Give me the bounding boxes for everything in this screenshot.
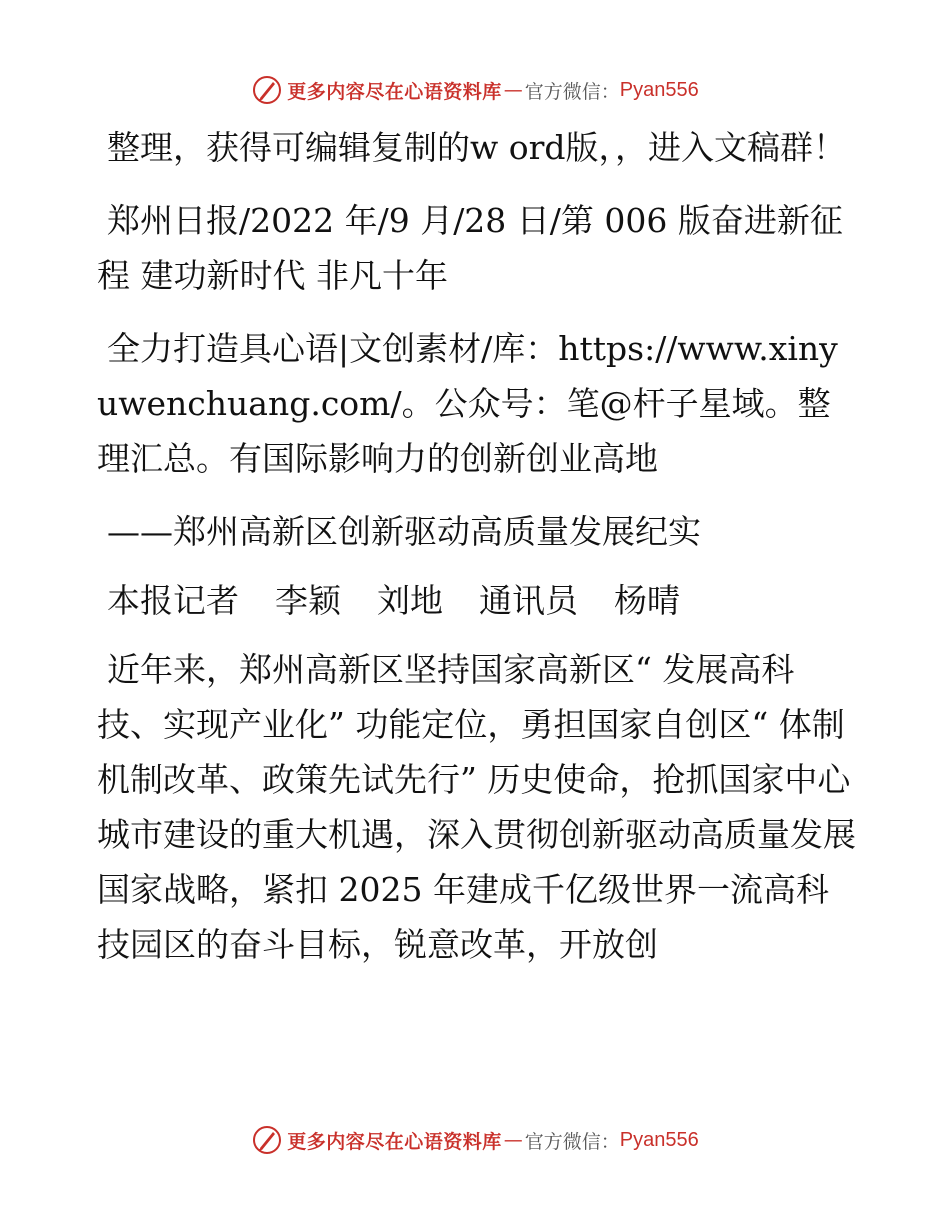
footer-banner xyxy=(0,1120,950,1160)
quill-logo-icon xyxy=(251,1124,283,1156)
banner-wechat-id: Pyan556 xyxy=(619,78,699,101)
paragraph-source: 郑州日报/2022 年/9 月/28 日/第 006 版奋进新征程 建功新时代 非凡十年 xyxy=(97,201,843,295)
byline-reporter-1: 李颖 xyxy=(275,581,341,620)
byline xyxy=(97,573,857,628)
byline-role: 通讯员 xyxy=(479,581,578,620)
banner-title: 更多内容尽在心语资料库 xyxy=(287,1130,502,1153)
header-banner xyxy=(0,70,950,110)
document-body xyxy=(97,120,857,990)
banner-title: 更多内容尽在心语资料库 xyxy=(287,80,502,103)
byline-label: 本报记者 xyxy=(107,581,239,620)
byline-correspondent: 杨晴 xyxy=(614,581,680,620)
paragraph-body: 近年来，郑州高新区坚持国家高新区“ 发展高科技、实现产业化” 功能定位，勇担国家自创区“ 体制机制改革、政策先试先行” 历史使命，抢抓国家中心城市建设的重大机遇，深入贯彻创新驱动高质量发展国家战略，紧扣 2025 年建成千亿级世界一流高科技园区的奋斗目标，锐意改革，开放创 xyxy=(97,650,856,964)
paragraph-title: 全力打造具心语|文创素材/库：https://www.xinyuwenchuang.com/。公众号：笔@杆子星域。整理汇总。有国际影响力的创新创业高地 xyxy=(97,329,838,478)
banner-wechat-label: 官方微信： xyxy=(524,1130,620,1153)
banner-wechat-id: Pyan556 xyxy=(619,1128,699,1151)
byline-reporter-2: 刘地 xyxy=(377,581,443,620)
paragraph-intro: 整理，获得可编辑复制的w ord版，，进入文稿群！ xyxy=(107,128,847,167)
paragraph-subtitle: ——郑州高新区创新驱动高质量发展纪实 xyxy=(107,512,701,551)
banner-dash: — xyxy=(503,79,523,101)
quill-logo-icon xyxy=(251,74,283,106)
banner-wechat-label: 官方微信： xyxy=(524,80,620,103)
banner-dash: — xyxy=(503,1129,523,1151)
